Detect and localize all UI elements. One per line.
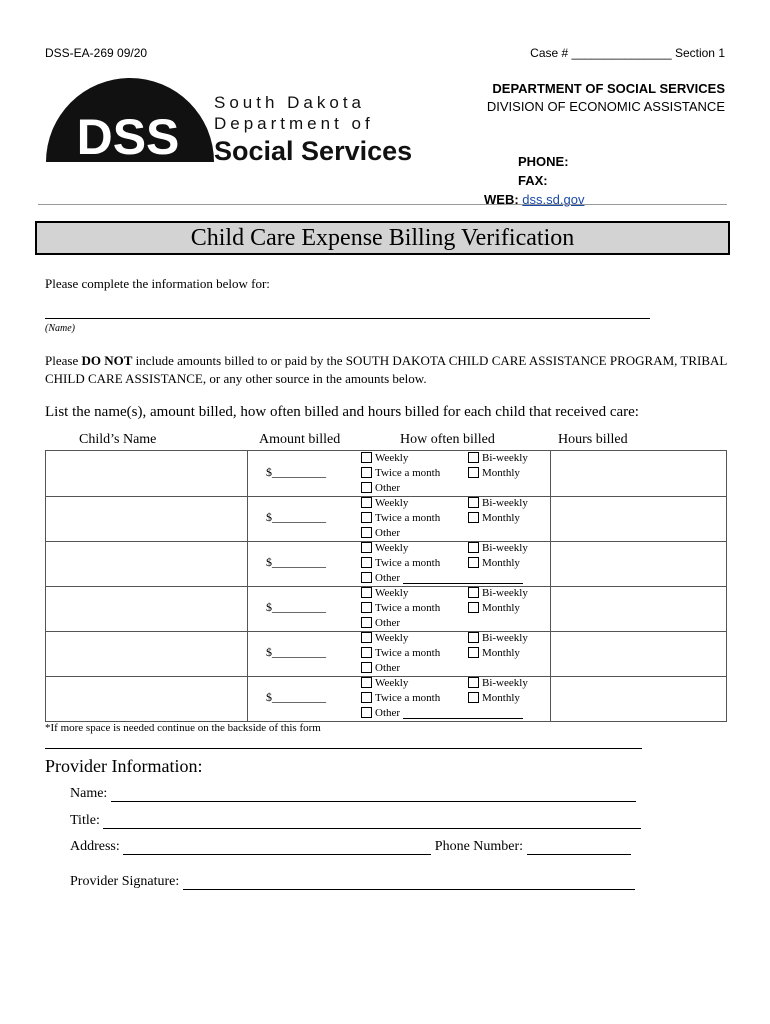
table-row xyxy=(46,496,726,542)
more-space-note: *If more space is needed continue on the backside of this form xyxy=(45,722,321,734)
child-name-cell[interactable] xyxy=(46,496,248,541)
hours-cell[interactable] xyxy=(550,496,727,541)
notice-emphasis: DO NOT xyxy=(81,353,133,368)
provider-signature-row xyxy=(70,874,635,890)
provider-name-label: Name: xyxy=(70,786,108,801)
provider-signature-field[interactable] xyxy=(183,875,635,890)
child-name-cell[interactable] xyxy=(46,586,248,631)
weekly-checkbox[interactable] xyxy=(361,542,372,553)
frequency-cell: Weekly Bi-weekly Twice a month Monthly Other xyxy=(358,451,550,496)
child-name-cell[interactable] xyxy=(46,541,248,586)
amount-cell[interactable]: $_________ xyxy=(266,465,326,479)
other-text-line[interactable] xyxy=(403,709,523,719)
amount-cell[interactable]: $_________ xyxy=(266,645,326,659)
column-header-name: Child’s Name xyxy=(79,432,157,447)
table-row xyxy=(46,676,726,721)
twice-month-checkbox[interactable] xyxy=(361,557,372,568)
weekly-checkbox[interactable] xyxy=(361,677,372,688)
weekly-checkbox[interactable] xyxy=(361,587,372,598)
monthly-checkbox[interactable] xyxy=(468,647,479,658)
other-checkbox[interactable] xyxy=(361,617,372,628)
child-name-cell[interactable] xyxy=(46,451,248,496)
department-title: DEPARTMENT OF SOCIAL SERVICES xyxy=(492,81,725,96)
provider-title-label: Title: xyxy=(70,813,100,828)
hours-cell[interactable] xyxy=(550,631,727,676)
provider-heading: Provider Information: xyxy=(45,756,203,776)
table-row xyxy=(46,451,726,497)
monthly-checkbox[interactable] xyxy=(468,512,479,523)
web-label: WEB: xyxy=(484,192,519,207)
provider-address-field[interactable] xyxy=(123,840,431,855)
child-name-cell[interactable] xyxy=(46,631,248,676)
table-row xyxy=(46,541,726,587)
other-checkbox[interactable] xyxy=(361,707,372,718)
provider-address-row xyxy=(70,839,631,855)
provider-phone-label: Phone Number: xyxy=(434,839,524,854)
hours-cell[interactable] xyxy=(550,676,727,721)
monthly-checkbox[interactable] xyxy=(468,602,479,613)
frequency-cell: Weekly Bi-weekly Twice a month Monthly Other xyxy=(358,496,550,541)
notice-text: Please DO NOT include amounts billed to or paid by the SOUTH DAKOTA CHILD CARE ASSISTANCE PROGRAM, TRIBAL CHILD CARE ASSISTANCE, or any other source in the amounts below. xyxy=(45,353,727,386)
biweekly-checkbox[interactable] xyxy=(468,632,479,643)
biweekly-checkbox[interactable] xyxy=(468,542,479,553)
form-code: DSS-EA-269 09/20 xyxy=(45,46,148,60)
twice-month-checkbox[interactable] xyxy=(361,602,372,613)
frequency-cell: Weekly Bi-weekly Twice a month Monthly Other xyxy=(358,676,550,721)
biweekly-checkbox[interactable] xyxy=(468,677,479,688)
provider-phone-field[interactable] xyxy=(527,840,631,855)
biweekly-checkbox[interactable] xyxy=(468,587,479,598)
header-divider xyxy=(38,204,727,205)
child-name-cell[interactable] xyxy=(46,676,248,721)
twice-month-checkbox[interactable] xyxy=(361,692,372,703)
amount-cell[interactable]: $_________ xyxy=(266,510,326,524)
section-divider xyxy=(45,748,642,749)
web-link[interactable]: dss.sd.gov xyxy=(522,192,585,207)
name-caption: (Name) xyxy=(45,323,75,334)
logo-mark: DSS xyxy=(76,109,180,165)
table-row xyxy=(46,586,726,632)
twice-month-checkbox[interactable] xyxy=(361,647,372,658)
logo-line1: South Dakota xyxy=(214,93,366,112)
twice-month-checkbox[interactable] xyxy=(361,467,372,478)
other-checkbox[interactable] xyxy=(361,572,372,583)
logo-line2: Department of xyxy=(214,114,374,133)
monthly-checkbox[interactable] xyxy=(468,692,479,703)
amount-cell[interactable]: $_________ xyxy=(266,600,326,614)
table-row xyxy=(46,631,726,677)
intro-text: Please complete the information below for: xyxy=(45,276,270,291)
name-field-line[interactable] xyxy=(45,318,650,319)
monthly-checkbox[interactable] xyxy=(468,557,479,568)
case-number-field[interactable]: Case # _______________ Section 1 xyxy=(530,46,725,60)
form-title: Child Care Expense Billing Verification xyxy=(35,221,730,255)
other-text-line[interactable] xyxy=(403,574,523,584)
frequency-cell: Weekly Bi-weekly Twice a month Monthly Other xyxy=(358,631,550,676)
biweekly-checkbox[interactable] xyxy=(468,452,479,463)
twice-month-checkbox[interactable] xyxy=(361,512,372,523)
weekly-checkbox[interactable] xyxy=(361,497,372,508)
hours-cell[interactable] xyxy=(550,541,727,586)
provider-name-row xyxy=(70,786,636,802)
column-header-hours: Hours billed xyxy=(558,432,628,447)
other-checkbox[interactable] xyxy=(361,527,372,538)
column-header-often: How often billed xyxy=(400,432,495,447)
hours-cell[interactable] xyxy=(550,451,727,496)
biweekly-checkbox[interactable] xyxy=(468,497,479,508)
provider-name-field[interactable] xyxy=(111,787,636,802)
other-checkbox[interactable] xyxy=(361,482,372,493)
child-billing-table xyxy=(45,450,727,722)
phone-label: PHONE: xyxy=(518,154,569,169)
logo-line3: Social Services xyxy=(214,136,413,166)
amount-cell[interactable]: $_________ xyxy=(266,690,326,704)
frequency-cell: Weekly Bi-weekly Twice a month Monthly Other xyxy=(358,541,550,586)
frequency-cell: Weekly Bi-weekly Twice a month Monthly Other xyxy=(358,586,550,631)
hours-cell[interactable] xyxy=(550,586,727,631)
dss-logo xyxy=(44,78,434,168)
weekly-checkbox[interactable] xyxy=(361,632,372,643)
contact-block xyxy=(484,152,584,209)
provider-title-field[interactable] xyxy=(103,814,641,829)
list-instruction: List the name(s), amount billed, how often billed and hours billed for each child that received care: xyxy=(45,404,639,420)
fax-label: FAX: xyxy=(518,173,548,188)
monthly-checkbox[interactable] xyxy=(468,467,479,478)
provider-title-row xyxy=(70,813,641,829)
weekly-checkbox[interactable] xyxy=(361,452,372,463)
amount-cell[interactable]: $_________ xyxy=(266,555,326,569)
other-checkbox[interactable] xyxy=(361,662,372,673)
department-division: DIVISION OF ECONOMIC ASSISTANCE xyxy=(486,99,725,114)
column-header-amount: Amount billed xyxy=(259,432,341,447)
provider-signature-label: Provider Signature: xyxy=(70,874,180,889)
provider-address-label: Address: xyxy=(70,839,120,854)
